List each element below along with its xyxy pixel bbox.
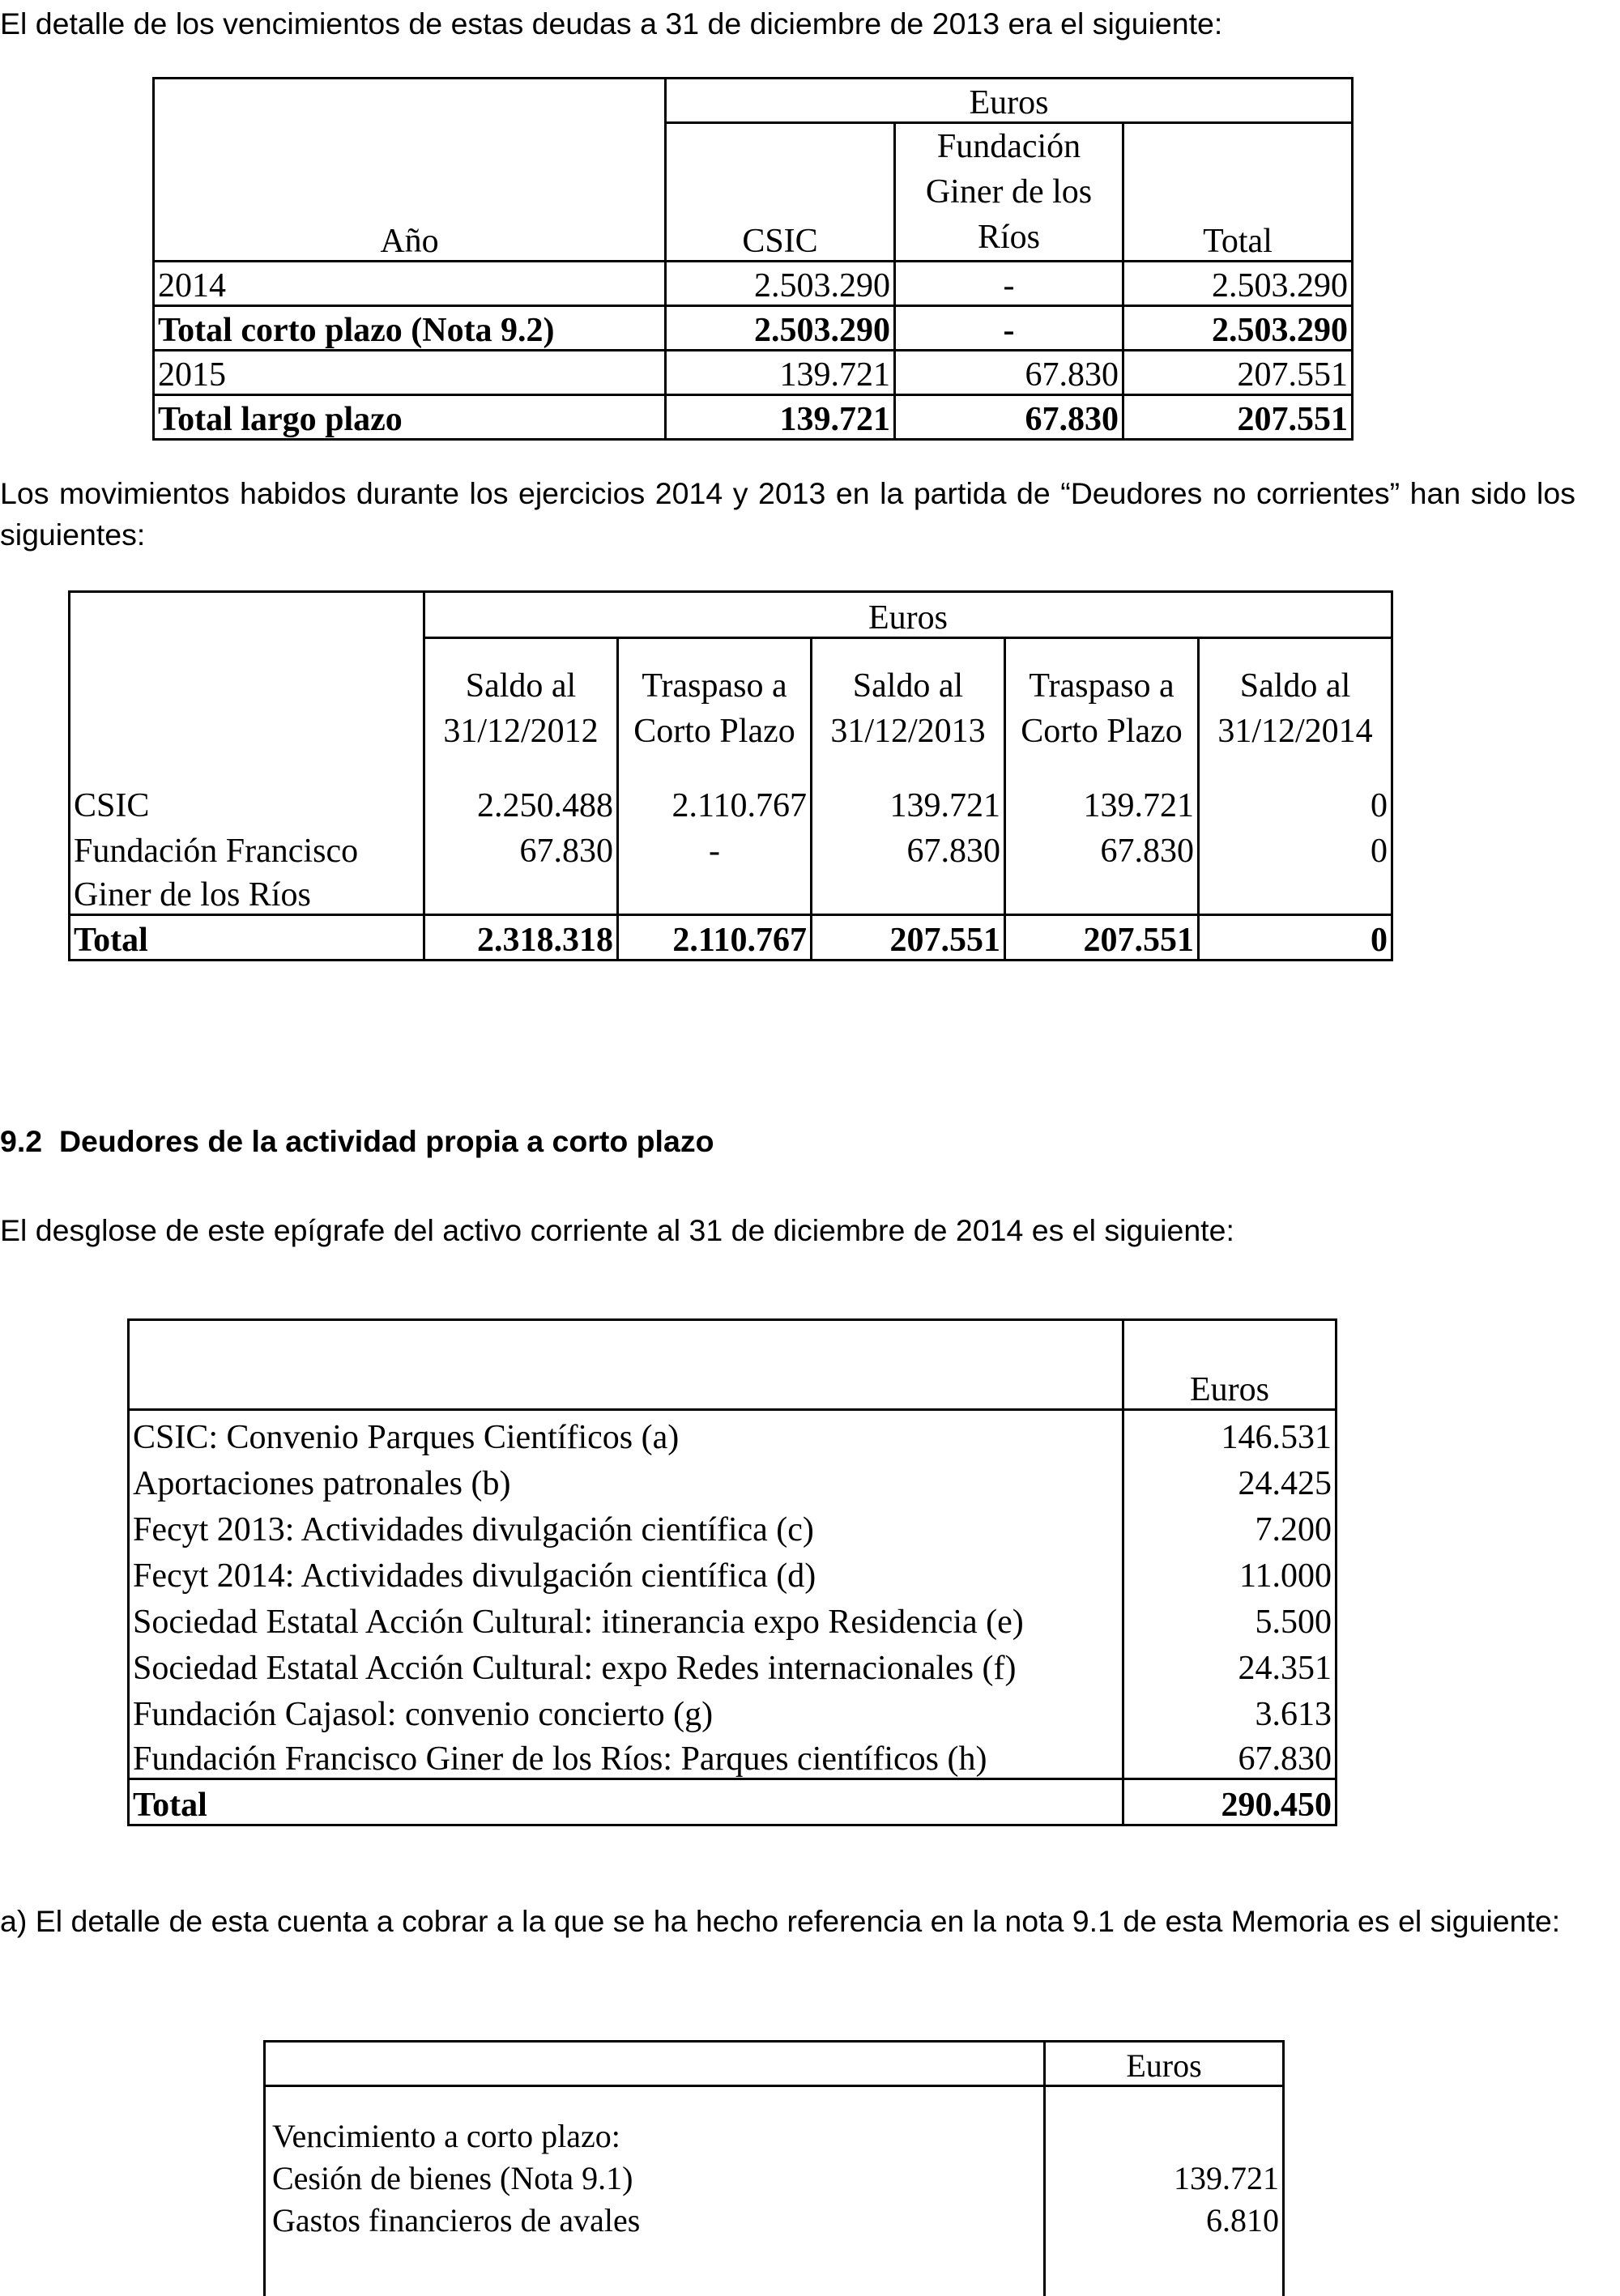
cell-fundacion: 67.830 bbox=[895, 351, 1123, 395]
table-row bbox=[129, 1687, 1336, 1733]
movements-col-header: Traspaso a Corto Plazo bbox=[618, 638, 812, 779]
maturity-col-year: Año bbox=[154, 123, 666, 262]
cell-total: 2.503.290 bbox=[1123, 306, 1353, 351]
collection-header-blank bbox=[265, 2042, 1045, 2086]
row-label: Fundación Francisco Giner de los Ríos: Parques científicos (h) bbox=[129, 1733, 1123, 1779]
cell-value bbox=[812, 870, 1005, 915]
table-row bbox=[129, 1733, 1336, 1779]
cell-value: 5.500 bbox=[1123, 1595, 1336, 1641]
row-label: Total bbox=[129, 1779, 1123, 1825]
cell-value: - bbox=[618, 824, 812, 870]
cell-fundacion: - bbox=[895, 306, 1123, 351]
cell-value: 2.318.318 bbox=[424, 915, 618, 961]
cell-value: 7.200 bbox=[1123, 1502, 1336, 1548]
cell-value bbox=[1005, 870, 1199, 915]
table-row bbox=[70, 779, 1392, 824]
table-row bbox=[154, 351, 1353, 395]
receivables-col-euros: Euros bbox=[1123, 1320, 1336, 1410]
cell-value bbox=[1045, 2086, 1284, 2155]
row-label: Aportaciones patronales (b) bbox=[129, 1456, 1123, 1502]
maturity-col-csic: CSIC bbox=[666, 123, 895, 262]
cell-value: 139.721 bbox=[1045, 2155, 1284, 2197]
cell-value: 67.830 bbox=[424, 824, 618, 870]
cell-fundacion: - bbox=[895, 262, 1123, 306]
table-row bbox=[154, 262, 1353, 306]
row-label: Gastos financieros de avales bbox=[265, 2197, 1045, 2239]
cell-csic: 2.503.290 bbox=[666, 306, 895, 351]
cell-value: 11.000 bbox=[1123, 1548, 1336, 1595]
cell-csic: 139.721 bbox=[666, 395, 895, 440]
row-label: Giner de los Ríos bbox=[70, 870, 424, 915]
intro-paragraph-1: El detalle de los vencimientos de estas deudas a 31 de diciembre de 2013 era el siguiente: bbox=[0, 6, 1223, 40]
maturity-group-header: Euros bbox=[666, 79, 1353, 123]
cell-value: 67.830 bbox=[812, 824, 1005, 870]
cell-value: 3.613 bbox=[1123, 1687, 1336, 1733]
cell-value bbox=[618, 870, 812, 915]
table-row bbox=[129, 1595, 1336, 1641]
cell-value: 139.721 bbox=[812, 779, 1005, 824]
cell-value: 0 bbox=[1199, 779, 1392, 824]
table-row bbox=[265, 2197, 1284, 2239]
collection-blank bbox=[265, 2239, 1045, 2296]
table-row-total bbox=[129, 1779, 1336, 1825]
row-label: Fecyt 2013: Actividades divulgación científica (c) bbox=[129, 1502, 1123, 1548]
collection-col-euros: Euros bbox=[1045, 2042, 1284, 2086]
cell-csic: 2.503.290 bbox=[666, 262, 895, 306]
cell-value: 6.810 bbox=[1045, 2197, 1284, 2239]
cell-value: 2.250.488 bbox=[424, 779, 618, 824]
collection-detail-table bbox=[263, 2040, 1285, 2296]
maturity-table-corner bbox=[154, 79, 666, 123]
row-label: Fundación Cajasol: convenio concierto (g) bbox=[129, 1687, 1123, 1733]
intro-paragraph-3: El desglose de este epígrafe del activo corriente al 31 de diciembre de 2014 es el siguiente: bbox=[0, 1213, 1234, 1247]
table-row bbox=[129, 1548, 1336, 1595]
cell-value bbox=[424, 870, 618, 915]
cell-total: 207.551 bbox=[1123, 395, 1353, 440]
cell-value bbox=[1199, 870, 1392, 915]
cell-value: 2.110.767 bbox=[618, 915, 812, 961]
maturity-table bbox=[152, 77, 1354, 441]
cell-value: 24.351 bbox=[1123, 1641, 1336, 1687]
row-label: Vencimiento a corto plazo: bbox=[265, 2086, 1045, 2155]
table-row bbox=[129, 1456, 1336, 1502]
movements-col-header: Saldo al 31/12/2013 bbox=[812, 638, 1005, 779]
receivables-table bbox=[127, 1318, 1337, 1826]
cell-total: 207.551 bbox=[1123, 351, 1353, 395]
section-title: 9.2 Deudores de la actividad propia a corto plazo bbox=[0, 1124, 714, 1158]
movements-header-blank bbox=[70, 638, 424, 779]
table-row bbox=[129, 1410, 1336, 1456]
row-label: Fundación Francisco bbox=[70, 824, 424, 870]
cell-value: 139.721 bbox=[1005, 779, 1199, 824]
cell-value: 146.531 bbox=[1123, 1410, 1336, 1456]
row-label: 2015 bbox=[154, 351, 666, 395]
cell-value: 67.830 bbox=[1123, 1733, 1336, 1779]
table-row bbox=[265, 2155, 1284, 2197]
cell-value: 24.425 bbox=[1123, 1456, 1336, 1502]
cell-value: 207.551 bbox=[1005, 915, 1199, 961]
movements-col-header: Saldo al 31/12/2012 bbox=[424, 638, 618, 779]
cell-value: 0 bbox=[1199, 915, 1392, 961]
row-label: 2014 bbox=[154, 262, 666, 306]
collection-blank bbox=[1045, 2239, 1284, 2296]
movements-table bbox=[68, 590, 1393, 961]
row-label: Fecyt 2014: Actividades divulgación científica (d) bbox=[129, 1548, 1123, 1595]
movements-table-corner bbox=[70, 592, 424, 638]
cell-value: 207.551 bbox=[812, 915, 1005, 961]
row-label: CSIC: Convenio Parques Científicos (a) bbox=[129, 1410, 1123, 1456]
table-row-total bbox=[70, 915, 1392, 961]
intro-paragraph-2: Los movimientos habidos durante los ejercicios 2014 y 2013 en la partida de “Deudores no corrientes” han sido los siguientes: bbox=[0, 476, 1575, 552]
cell-value: 2.110.767 bbox=[618, 779, 812, 824]
row-label: Cesión de bienes (Nota 9.1) bbox=[265, 2155, 1045, 2197]
table-row bbox=[154, 306, 1353, 351]
intro-paragraph-4: a) El detalle de esta cuenta a cobrar a la que se ha hecho referencia en la nota 9.1 de esta Memoria es el siguiente: bbox=[0, 1904, 1561, 1938]
movements-col-header: Saldo al 31/12/2014 bbox=[1199, 638, 1392, 779]
cell-value: 0 bbox=[1199, 824, 1392, 870]
table-row bbox=[265, 2086, 1284, 2155]
row-label: Total bbox=[70, 915, 424, 961]
row-label: Total largo plazo bbox=[154, 395, 666, 440]
cell-value: 67.830 bbox=[1005, 824, 1199, 870]
table-row bbox=[70, 870, 1392, 915]
table-row bbox=[154, 395, 1353, 440]
cell-csic: 139.721 bbox=[666, 351, 895, 395]
cell-total: 2.503.290 bbox=[1123, 262, 1353, 306]
receivables-header-blank bbox=[129, 1320, 1123, 1410]
table-row bbox=[129, 1641, 1336, 1687]
row-label: Total corto plazo (Nota 9.2) bbox=[154, 306, 666, 351]
table-row bbox=[129, 1502, 1336, 1548]
movements-group-header: Euros bbox=[424, 592, 1392, 638]
movements-col-header: Traspaso a Corto Plazo bbox=[1005, 638, 1199, 779]
row-label: Sociedad Estatal Acción Cultural: expo Redes internacionales (f) bbox=[129, 1641, 1123, 1687]
cell-fundacion: 67.830 bbox=[895, 395, 1123, 440]
maturity-col-fundacion: Fundación Giner de los Ríos bbox=[895, 123, 1123, 262]
cell-value: 290.450 bbox=[1123, 1779, 1336, 1825]
maturity-col-total: Total bbox=[1123, 123, 1353, 262]
table-row bbox=[70, 824, 1392, 870]
row-label: Sociedad Estatal Acción Cultural: itinerancia expo Residencia (e) bbox=[129, 1595, 1123, 1641]
row-label: CSIC bbox=[70, 779, 424, 824]
